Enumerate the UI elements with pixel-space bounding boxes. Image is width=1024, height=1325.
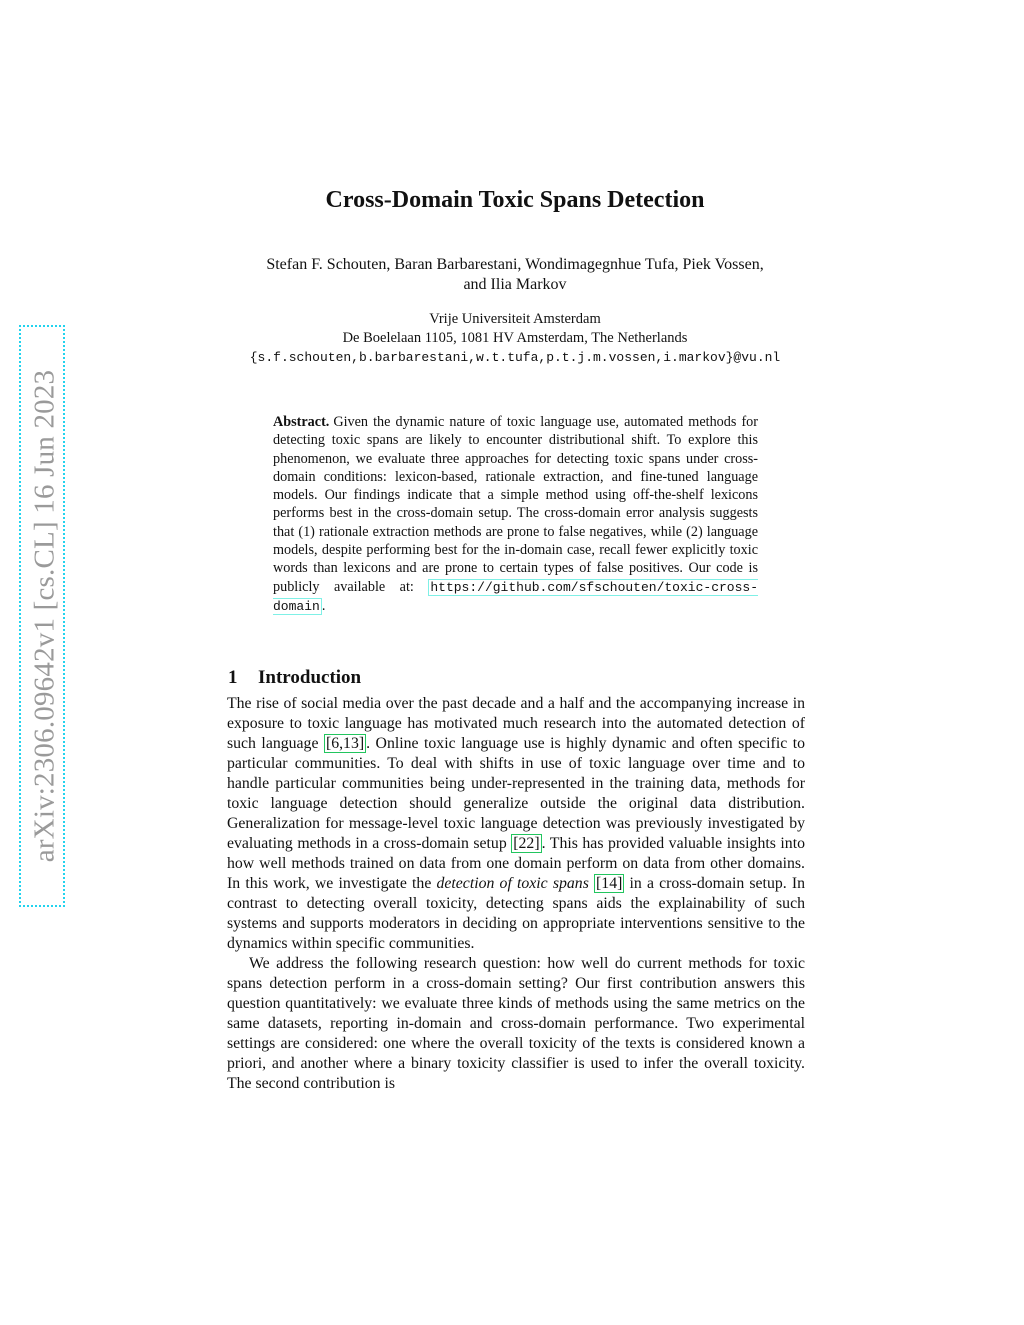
paragraph: We address the following research question: how well do current methods for toxic spans detection perform in a cross-domain setting? Our first contribution answers this question quantitatively: we evaluate three kinds of methods using the same metrics on the same datasets, reporting in-domain and cross-domain performance. Two experimental settings are considered: one where the overall toxicity of the texts is considered known a priori, and another where a binary toxicity classifier is used to infer the overall toxicity. The second contribution is bbox=[227, 955, 805, 1092]
address: De Boelelaan 1105, 1081 HV Amsterdam, The Netherlands bbox=[342, 330, 688, 346]
section-heading bbox=[228, 667, 361, 689]
citation-link[interactable]: [6,13] bbox=[325, 735, 365, 752]
text-run: . This has provided valuable insights into how well methods trained on data from one domain perform on data from other domains. In this work, we investigate the bbox=[227, 835, 805, 892]
institution: Vrije Universiteit Amsterdam bbox=[429, 311, 601, 327]
abstract bbox=[273, 413, 758, 616]
abstract-text: Given the dynamic nature of toxic language use, automated methods for detecting toxic spans are likely to encounter distributional shift. To explore this phenomenon, we evaluate three approaches for detecting toxic spans under cross-domain conditions: lexicon-based, rationale extraction, and fine-tuned language models. Our findings indicate that a simple method using off-the-shelf lexicons performs best in the cross-domain setup. The cross-domain error analysis suggests that (1) rationale extraction methods are prone to false negatives, while (2) language models, despite performing best for the in-domain case, recall fewer explicitly toxic words than lexicons and are prone to certain types of false positives. Our code is publicly available at: bbox=[273, 414, 758, 595]
code-url-link[interactable]: https://github.com/sfschouten/toxic-cross-domain bbox=[273, 579, 758, 614]
section-title: Introduction bbox=[258, 667, 362, 688]
citation-link[interactable]: [22] bbox=[513, 835, 540, 852]
abstract-end: . bbox=[321, 597, 326, 614]
body-text bbox=[227, 694, 805, 1094]
author-list bbox=[0, 255, 1024, 295]
text-run: The rise of social media over the past decade and a half and the accompanying increase in exposure to toxic language has motivated much research into the automated detection of such language bbox=[227, 695, 805, 752]
section-number: 1 bbox=[228, 667, 238, 688]
author-line: and Ilia Markov bbox=[463, 276, 567, 293]
author-line: Stefan F. Schouten, Baran Barbarestani, Wondimagegnhue Tufa, Piek Vossen, bbox=[266, 256, 764, 273]
paper-title: Cross-Domain Toxic Spans Detection bbox=[325, 187, 705, 213]
email-list: {s.f.schouten,b.barbarestani,w.t.tufa,p.t.j.m.vossen,i.markov}@vu.nl bbox=[249, 350, 781, 365]
text-run: . Online toxic language use is highly dynamic and often specific to particular communities. To deal with shifts in use of toxic language over time and to handle particular communities being under-represented in the training data, methods for toxic language detection should generalize outside the original data distribution. Generalization for message-level toxic language detection was previously investigated by evaluating methods in a cross-domain setup bbox=[227, 735, 805, 852]
text-run: in a cross-domain setup. In contrast to detecting overall toxicity, detecting spans aids the explainability of such systems and supports moderators in deciding on appropriate interventions sensitive to the dynamics within specific communities. bbox=[227, 875, 806, 952]
abstract-label: Abstract. bbox=[273, 414, 330, 430]
citation-link[interactable]: [14] bbox=[596, 875, 623, 892]
arxiv-stamp: arXiv:2306.09642v1 [cs.CL] 16 Jun 2023 bbox=[28, 369, 61, 863]
emphasis: detection of toxic spans bbox=[436, 875, 589, 892]
affiliation bbox=[0, 310, 1024, 367]
paragraph bbox=[227, 694, 805, 954]
